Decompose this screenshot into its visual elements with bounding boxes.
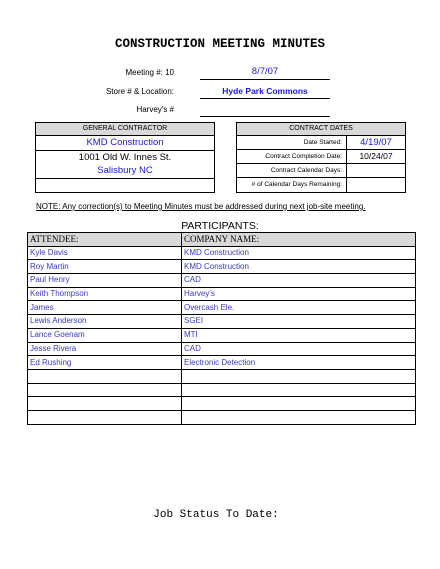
table-row [28,342,416,356]
table-row [28,301,416,315]
contractor-extra-line [36,179,214,193]
company-cell[interactable] [182,397,416,411]
table-row [28,260,416,274]
contractor-address: 1001 Old W. Innes St. [78,152,172,163]
contract-date-row [237,136,405,150]
attendee-cell[interactable]: Kyle Davis [28,246,182,260]
harveys-number-field[interactable] [200,103,330,117]
harveys-number-label: Harvey's # [136,105,174,114]
date-started-label: Date Started: [237,136,347,149]
general-contractor-box [35,122,215,193]
table-row [28,274,416,288]
table-row [28,383,416,397]
table-row [28,369,416,383]
contract-dates-box [236,122,406,193]
table-row [28,410,416,424]
attendee-cell[interactable] [28,369,182,383]
calendar-days-value[interactable] [347,164,405,177]
days-remaining-label: # of Calendar Days Remaining: [237,178,347,192]
company-cell[interactable]: CAD [182,274,416,288]
attendee-cell[interactable]: Ed Rushing [28,356,182,370]
company-column-header: COMPANY NAME: [182,233,416,247]
date-started-value[interactable]: 4/19/07 [360,137,392,148]
calendar-days-label: Contract Calendar Days: [237,164,347,177]
job-status-heading: Job Status To Date: [153,509,279,521]
attendee-cell[interactable]: James [28,301,182,315]
participants-table [27,232,416,425]
attendee-cell[interactable]: Roy Martin [28,260,182,274]
attendee-cell[interactable] [28,383,182,397]
table-row [28,328,416,342]
attendee-cell[interactable]: Keith Thompson [28,287,182,301]
corrections-note [36,202,366,211]
company-cell[interactable]: SGEI [182,315,416,329]
attendee-column-header: ATTENDEE: [28,233,182,247]
contract-dates-heading: CONTRACT DATES [237,123,405,136]
company-cell[interactable] [182,369,416,383]
attendee-cell[interactable] [28,410,182,424]
document-title: CONSTRUCTION MEETING MINUTES [114,37,326,51]
contractor-name: KMD Construction [36,136,214,151]
completion-date-value[interactable]: 10/24/07 [359,151,393,161]
store-location-field[interactable]: Hyde Park Commons [200,85,330,99]
attendee-cell[interactable]: Lewis Anderson [28,315,182,329]
table-header-row [28,233,416,247]
attendee-cell[interactable] [28,397,182,411]
contractor-city: Salisbury NC [36,164,214,179]
attendee-cell[interactable]: Paul Henry [28,274,182,288]
company-cell[interactable]: KMD Construction [182,246,416,260]
note-prefix: NOTE: [36,202,61,211]
meeting-date-field[interactable]: 8/7/07 [200,66,330,80]
company-cell[interactable]: Electronic Detection [182,356,416,370]
company-cell[interactable]: Overcash Ele. [182,301,416,315]
table-row [28,356,416,370]
table-row [28,397,416,411]
company-cell[interactable]: CAD [182,342,416,356]
attendee-cell[interactable]: Lance Goenam [28,328,182,342]
days-remaining-value[interactable] [347,178,405,192]
note-text: Any correction(s) to Meeting Minutes must be addressed during next job-site meeting. [60,202,366,211]
general-contractor-heading: GENERAL CONTRACTOR [36,123,214,136]
contract-date-row [237,150,405,164]
table-row [28,315,416,329]
contract-date-row [237,164,405,178]
participants-heading: PARTICIPANTS: [181,220,259,232]
attendee-cell[interactable]: Jesse Rivera [28,342,182,356]
contract-date-row [237,178,405,192]
store-location-label: Store # & Location: [105,87,174,96]
table-row [28,287,416,301]
meeting-number-label: Meeting #: 10 [125,68,174,77]
company-cell[interactable]: Harvey's [182,287,416,301]
company-cell[interactable]: MTI [182,328,416,342]
table-row [28,246,416,260]
completion-date-label: Contract Completion Date: [237,150,347,163]
company-cell[interactable] [182,383,416,397]
company-cell[interactable]: KMD Construction [182,260,416,274]
company-cell[interactable] [182,410,416,424]
